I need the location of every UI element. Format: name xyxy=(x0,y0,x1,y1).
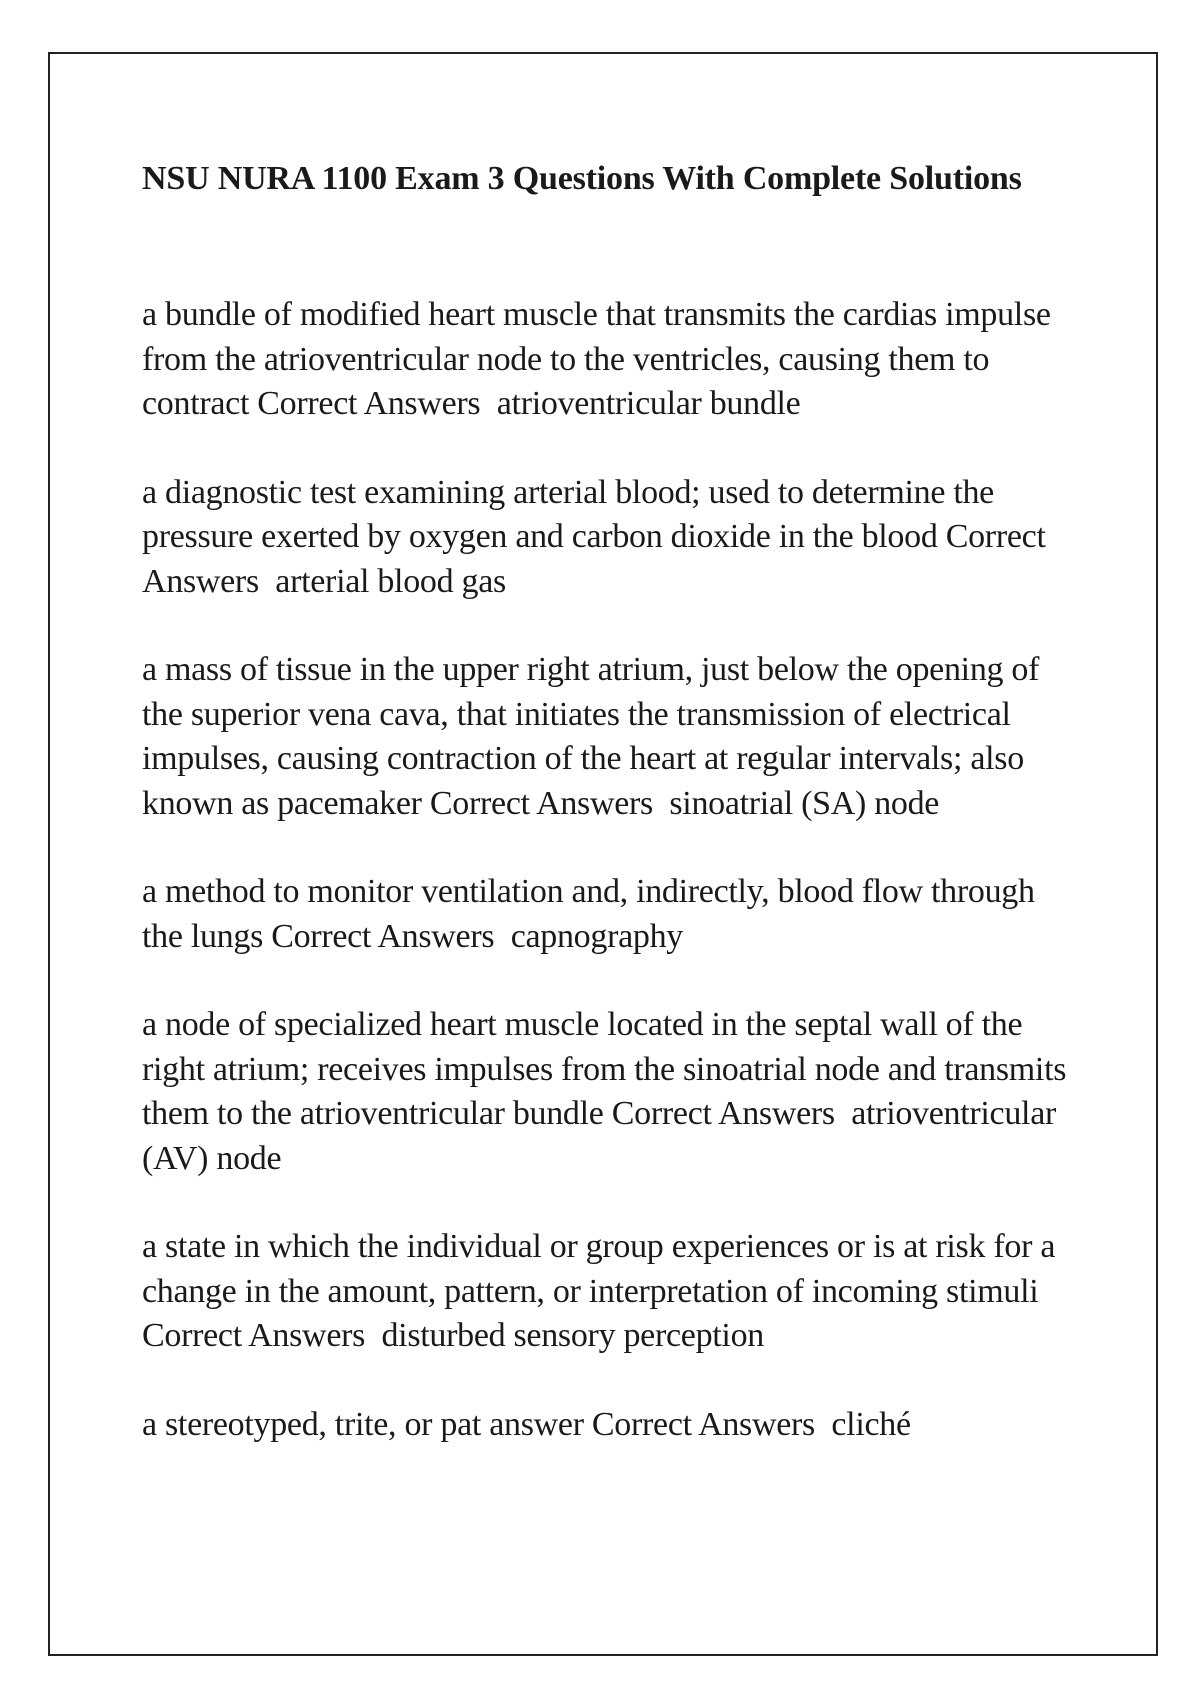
qa-item xyxy=(142,1225,1072,1359)
document-content xyxy=(142,156,1072,1491)
answer-text: capnography xyxy=(510,917,683,955)
answer-text: arterial blood gas xyxy=(275,562,506,600)
answer-text: sinoatrial (SA) node xyxy=(669,784,940,822)
question-text: a method to monitor ventilation and, indirectly, blood flow through the lungs xyxy=(142,873,1035,955)
qa-list xyxy=(142,293,1072,1447)
qa-item xyxy=(142,293,1072,427)
qa-item xyxy=(142,471,1072,605)
qa-item xyxy=(142,1003,1072,1181)
answer-label: Correct Answers xyxy=(271,917,495,955)
answer-label: Correct Answers xyxy=(429,784,653,822)
answer-text: atrioventricular (AV) node xyxy=(142,1095,1057,1177)
answer-text: disturbed sensory perception xyxy=(381,1317,764,1354)
qa-item xyxy=(142,870,1072,959)
answer-label: Correct Answers xyxy=(611,1095,835,1132)
answer-text: atrioventricular bundle xyxy=(496,385,801,422)
question-text: a bundle of modified heart muscle that transmits the cardias impulse from the atrioventricular node to the ventricles, causing them to contract xyxy=(142,296,1051,422)
question-text: a stereotyped, trite, or pat answer xyxy=(142,1405,584,1443)
qa-item xyxy=(142,1403,1072,1448)
question-text: a node of specialized heart muscle located in the septal wall of the right atrium; receives impulses from the sinoatrial node and transmits them to the atrioventricular bundle xyxy=(142,1006,1067,1132)
answer-label: Correct Answers xyxy=(142,1317,366,1354)
qa-item xyxy=(142,648,1072,826)
answer-label: Correct Answers xyxy=(591,1405,815,1443)
question-text: a state in which the individual or group experiences or is at risk for a change in the amount, pattern, or interpretation of incoming stimuli xyxy=(142,1228,1056,1310)
question-text: a diagnostic test examining arterial blood; used to determine the pressure exerted by oxygen and carbon dioxide in the blood xyxy=(142,473,994,555)
question-text: a mass of tissue in the upper right atrium, just below the opening of the superior vena cava, that initiates the transmission of electrical impulses, causing contraction of the heart at regular intervals; also known as pacemaker xyxy=(142,651,1040,822)
answer-label: Correct Answers xyxy=(142,518,1046,600)
document-title: NSU NURA 1100 Exam 3 Questions With Complete Solutions xyxy=(142,160,1022,197)
answer-label: Correct Answers xyxy=(257,385,481,422)
answer-text: cliché xyxy=(831,1405,911,1443)
